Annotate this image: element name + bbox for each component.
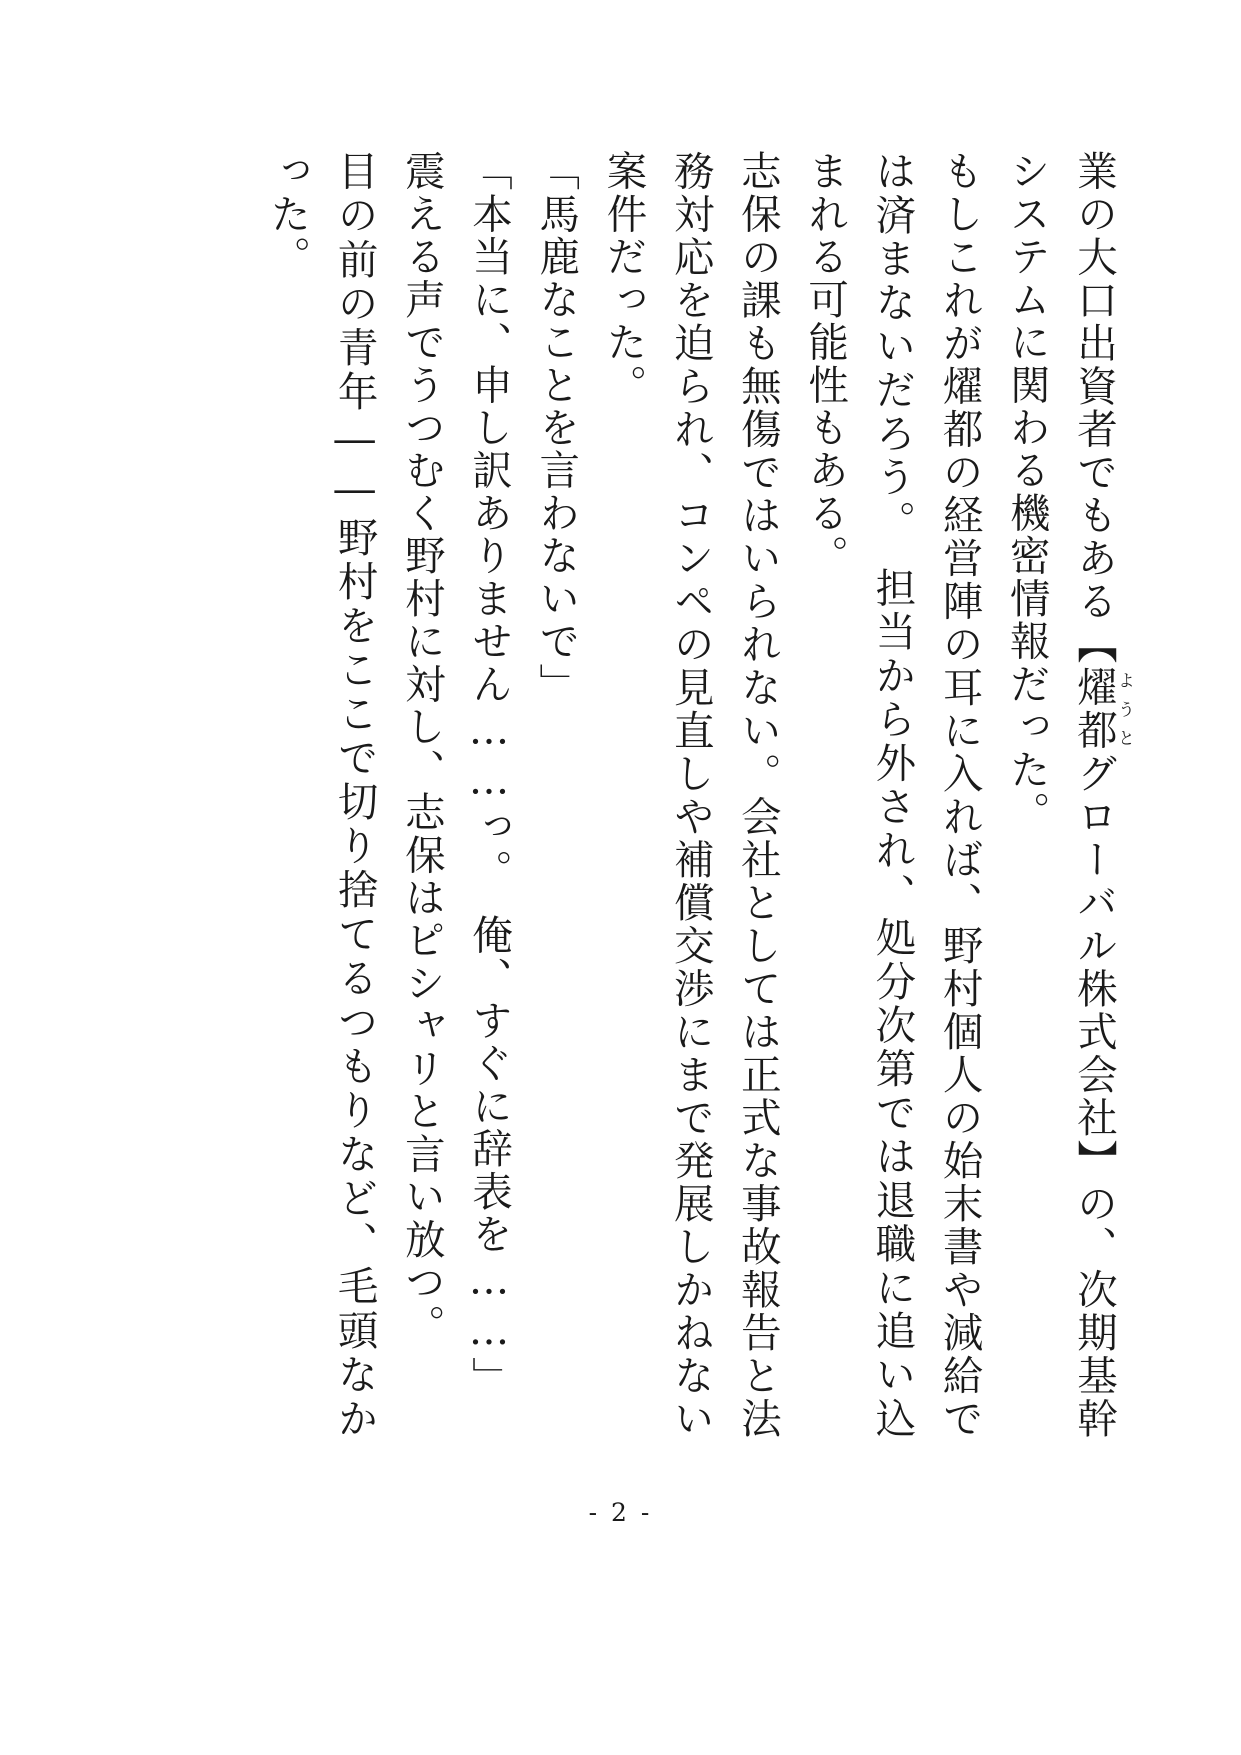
- ruby-youto: [1070, 666, 1134, 753]
- paragraph-3: 志保の課も無傷ではいられない。会社としては正式な事故報告と法務対応を迫られ、コンペの見直しや補償交渉にまで発展しかねない案件だった。: [599, 150, 782, 1440]
- paragraph-2: もしこれが燿都の経営陣の耳に入れば、野村個人の始末書や減給では済まないだろう。 担当から外され、処分次第では退職に追い込まれる可能性もある。: [801, 150, 984, 1440]
- paragraph-5-dialogue: 「本当に、申し訳ありません……っ。 俺、すぐに辞表を……」: [465, 150, 514, 1399]
- paragraph-4-dialogue: 「馬鹿なことを言わないで」: [532, 150, 581, 706]
- ruby-furigana: ようと: [1114, 666, 1134, 752]
- paragraph-6: 震える声でうつむく野村に対し、志保はピシャリと言い放つ。: [397, 150, 446, 1347]
- paragraph-1-part-b: グローバル株式会社】の、次期基幹システムに関わる機密情報だった。: [1002, 150, 1118, 1440]
- paragraph-7: 目の前の青年――野村をここで切り捨てるつもりなど、毛頭なかった。: [263, 150, 379, 1440]
- page-number: - 2 -: [588, 1498, 653, 1527]
- paragraph-1: [993, 150, 1133, 1440]
- ruby-base: 燿都: [1070, 666, 1118, 753]
- vertical-text-body: [263, 150, 1134, 1440]
- paragraph-1-part-a: 業の大口出資者でもある【: [1070, 150, 1118, 667]
